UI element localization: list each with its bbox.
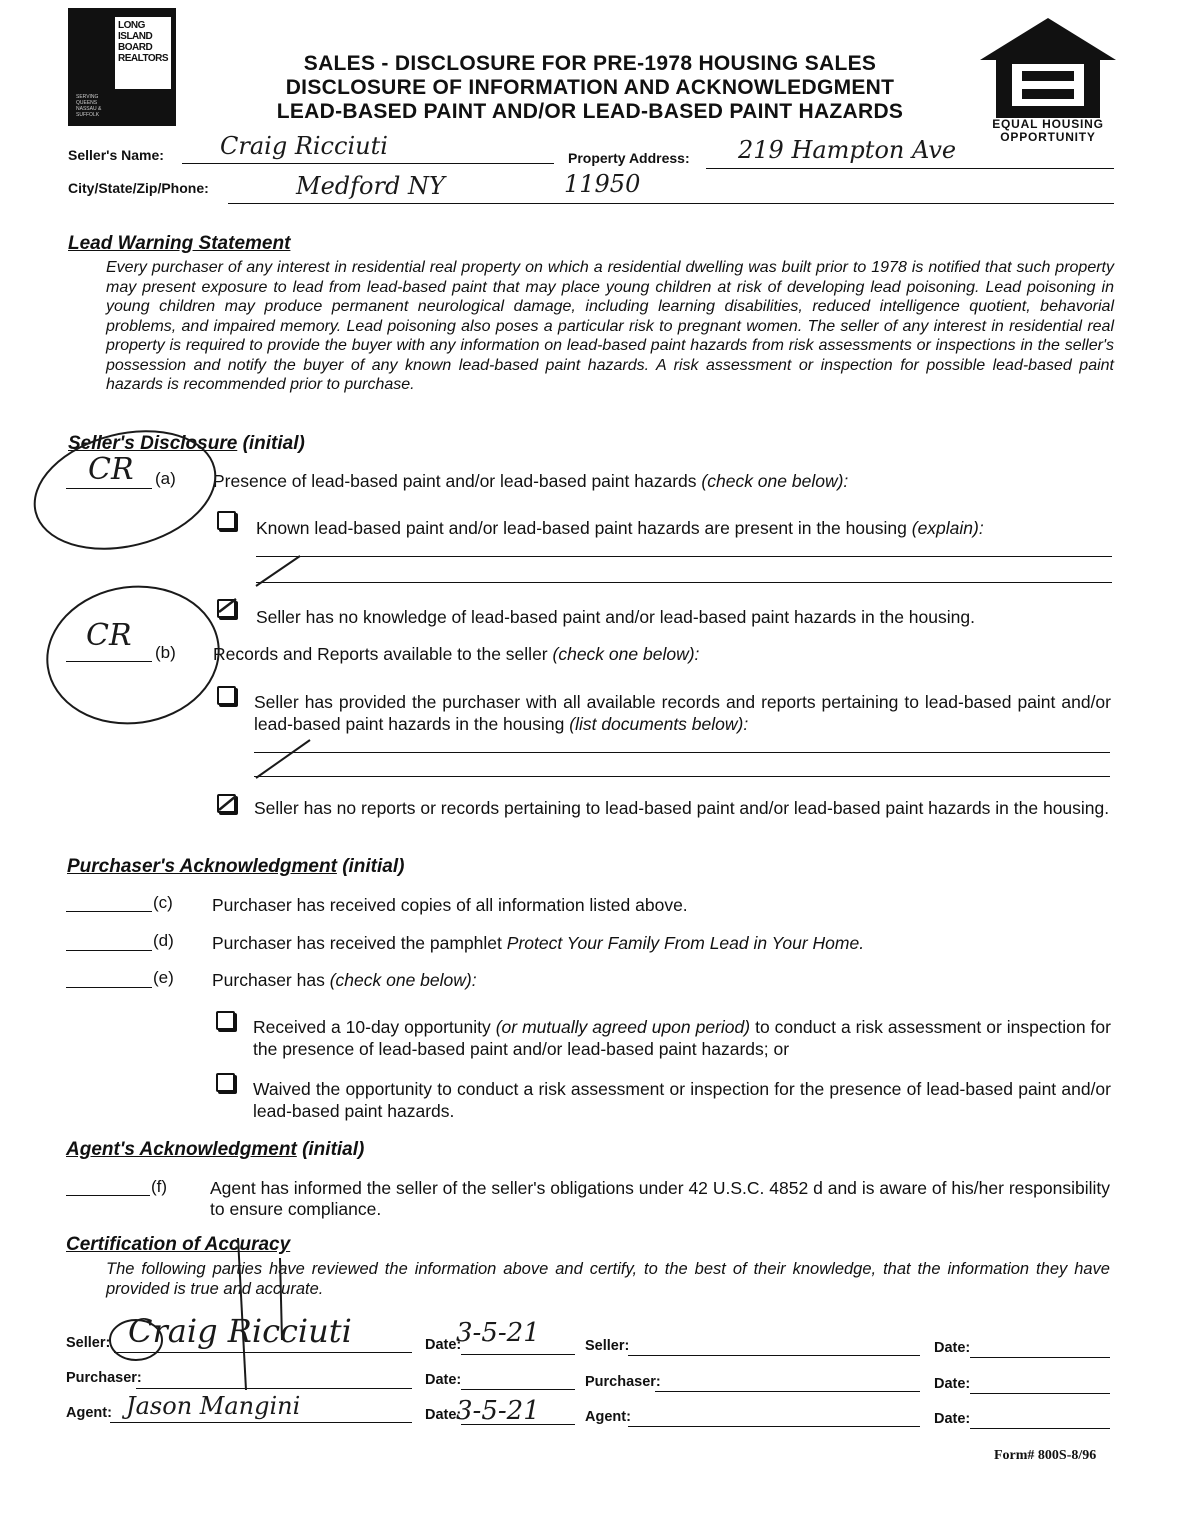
documents-line-1	[254, 752, 1110, 753]
logo-text: LONG ISLAND BOARD REALTORS	[118, 20, 169, 64]
item-a-option-1: Known lead-based paint and/or lead-based paint hazards are present in the housing (explain):	[256, 518, 984, 538]
agent2-date-line[interactable]	[970, 1428, 1110, 1429]
lead-warning-text: Every purchaser of any interest in residential real property on which a residential dwelling was built prior to 1978 is notified that such property may present exposure to lead from lead-based paint that may place young children at risk of developing lead poisoning. Lead poisoning in young children may produce permanent neurological damage, including learning disabilities, reduced intelligence quotient, behavorial problems, and impaired memory. Lead poisoning also poses a particular risk to pregnant women. The seller of any interest in residential real property is required to provide the buyer with any information on lead-based paint hazards from risk assessments or inspections in the seller's possession and notify the buyer of any known lead-based paint hazards. A risk assessment or inspection for possible lead-based paint hazards is recommended prior to purchase.	[106, 259, 1114, 393]
initial-line-c[interactable]	[66, 911, 152, 912]
item-a-text: Presence of lead-based paint and/or lead-based paint hazards (check one below):	[213, 471, 849, 491]
purchaser-date-label: Date:	[425, 1372, 462, 1388]
letter-e: (e)	[153, 968, 174, 987]
agent-signature: Jason Mangini	[126, 1392, 301, 1420]
item-e-text: Purchaser has (check one below):	[212, 970, 477, 990]
agent2-sig-line[interactable]	[628, 1426, 920, 1427]
documents-line-2	[254, 776, 1110, 777]
item-c-text: Purchaser has received copies of all information listed above.	[212, 895, 688, 915]
city-value: Medford NY	[296, 172, 445, 200]
initial-line-b	[66, 661, 152, 662]
title-line-1: SALES - DISCLOSURE FOR PRE-1978 HOUSING SALES	[303, 52, 877, 75]
initial-line-f[interactable]	[66, 1195, 150, 1196]
equal-housing-icon	[978, 14, 1118, 118]
explain-line-1	[256, 556, 1112, 557]
seller-date-label: Date:	[425, 1337, 462, 1353]
certification-heading: Certification of Accuracy	[66, 1234, 291, 1255]
seller2-sig-line[interactable]	[628, 1355, 920, 1356]
agent-sig-line[interactable]	[110, 1422, 412, 1423]
agent-date-value: 3-5-21	[456, 1396, 540, 1426]
form-number: Form# 800S-8/96	[994, 1448, 1097, 1463]
agent2-date-label: Date:	[934, 1411, 971, 1427]
purchaser-date-line[interactable]	[461, 1389, 575, 1390]
city-state-zip-label: City/State/Zip/Phone:	[68, 180, 209, 196]
seller2-sig-label: Seller:	[585, 1338, 630, 1354]
initial-line-e[interactable]	[66, 987, 152, 988]
letter-c: (c)	[153, 893, 173, 912]
title-line-3: LEAD-BASED PAINT AND/OR LEAD-BASED PAINT HAZARDS	[276, 100, 904, 123]
item-a-option-2: Seller has no knowledge of lead-based paint and/or lead-based paint hazards in the housing.	[256, 607, 975, 627]
eho-line-2: OPPORTUNITY	[1000, 130, 1096, 144]
seller-sig-line[interactable]	[114, 1352, 412, 1353]
seller-signature: Craig Ricciuti	[128, 1312, 352, 1350]
seller-name-value: Craig Ricciuti	[220, 132, 388, 160]
property-address-value: 219 Hampton Ave	[738, 136, 957, 164]
agent-sig-label: Agent:	[66, 1405, 112, 1421]
purchaser-ack-heading: Purchaser's Acknowledgment (initial)	[67, 856, 405, 877]
agent-ack-heading: Agent's Acknowledgment (initial)	[66, 1139, 365, 1160]
purchaser2-sig-line[interactable]	[655, 1391, 920, 1392]
letter-a: (a)	[155, 469, 176, 488]
seller-initials-b: CR	[86, 618, 132, 653]
checkbox-waived-opportunity[interactable]	[216, 1073, 235, 1092]
zip-value: 11950	[564, 170, 641, 198]
initial-line-a	[66, 488, 152, 489]
seller-disclosure-heading: Seller's Disclosure (initial)	[68, 433, 305, 454]
seller-initials-a: CR	[88, 452, 134, 487]
seller-name-label: Seller's Name:	[68, 147, 164, 163]
item-b-option-1: Seller has provided the purchaser with all available records and reports pertaining to lead-based paint and/or lead-based paint hazards in the housing (list documents below):	[254, 692, 1111, 734]
initials-circle-b	[38, 576, 227, 735]
seller-sig-label: Seller:	[66, 1335, 111, 1351]
initial-line-d[interactable]	[66, 950, 152, 951]
letter-d: (d)	[153, 931, 174, 950]
checkbox-no-knowledge[interactable]	[217, 599, 236, 618]
purchaser2-date-label: Date:	[934, 1376, 971, 1392]
property-address-label: Property Address:	[568, 150, 690, 166]
item-f-text: Agent has informed the seller of the seller's obligations under 42 U.S.C. 4852 d and is aware of his/her responsibility to ensure compliance.	[210, 1178, 1110, 1219]
slash-mark-documents	[256, 740, 310, 778]
purchaser-sig-line[interactable]	[136, 1388, 412, 1389]
seller-date-value: 3-5-21	[456, 1318, 540, 1348]
eho-line-1: EQUAL HOUSING	[992, 117, 1104, 131]
agent-date-label: Date:	[425, 1407, 462, 1423]
checkbox-no-reports[interactable]	[217, 794, 236, 813]
city-state-zip-line	[228, 203, 1114, 204]
item-b-option-2: Seller has no reports or records pertaining to lead-based paint and/or lead-based paint hazards in the housing.	[254, 798, 1110, 818]
agent2-sig-label: Agent:	[585, 1409, 631, 1425]
title-line-2: DISCLOSURE OF INFORMATION AND ACKNOWLEDGMENT	[285, 76, 895, 99]
item-e-option-2: Waived the opportunity to conduct a risk assessment or inspection for the presence of lead-based paint and/or lead-based paint hazards.	[253, 1079, 1111, 1121]
checkbox-known-lead[interactable]	[217, 511, 236, 530]
seller2-date-label: Date:	[934, 1340, 971, 1356]
logo-subtext: SERVING QUEENS NASSAU & SUFFOLK	[76, 94, 102, 118]
letter-b: (b)	[155, 643, 176, 662]
seller2-date-line[interactable]	[970, 1357, 1110, 1358]
purchaser2-sig-label: Purchaser:	[585, 1374, 661, 1390]
purchaser-sig-label: Purchaser:	[66, 1370, 142, 1386]
certification-text: The following parties have reviewed the information above and certify, to the best of their knowledge, that the information they have provided is true and accurate.	[106, 1260, 1110, 1298]
seller-name-line	[182, 163, 554, 164]
property-address-line	[706, 168, 1114, 169]
lead-warning-heading: Lead Warning Statement	[68, 233, 291, 254]
purchaser2-date-line[interactable]	[970, 1393, 1110, 1394]
item-b-text: Records and Reports available to the seller (check one below):	[213, 644, 700, 664]
seller-date-line[interactable]	[461, 1354, 575, 1355]
explain-line-2	[256, 582, 1112, 583]
letter-f: (f)	[151, 1177, 168, 1196]
checkbox-records-provided[interactable]	[217, 686, 236, 705]
item-e-option-1: Received a 10-day opportunity (or mutually agreed upon period) to conduct a risk assessment or inspection for the presence of lead-based paint and/or lead-based paint hazards; or	[253, 1017, 1111, 1059]
checkbox-10-day-opportunity[interactable]	[216, 1011, 235, 1030]
board-logo	[68, 8, 176, 126]
board-logo-panel	[114, 16, 172, 90]
item-d-text: Purchaser has received the pamphlet Protect Your Family From Lead in Your Home.	[212, 933, 865, 953]
